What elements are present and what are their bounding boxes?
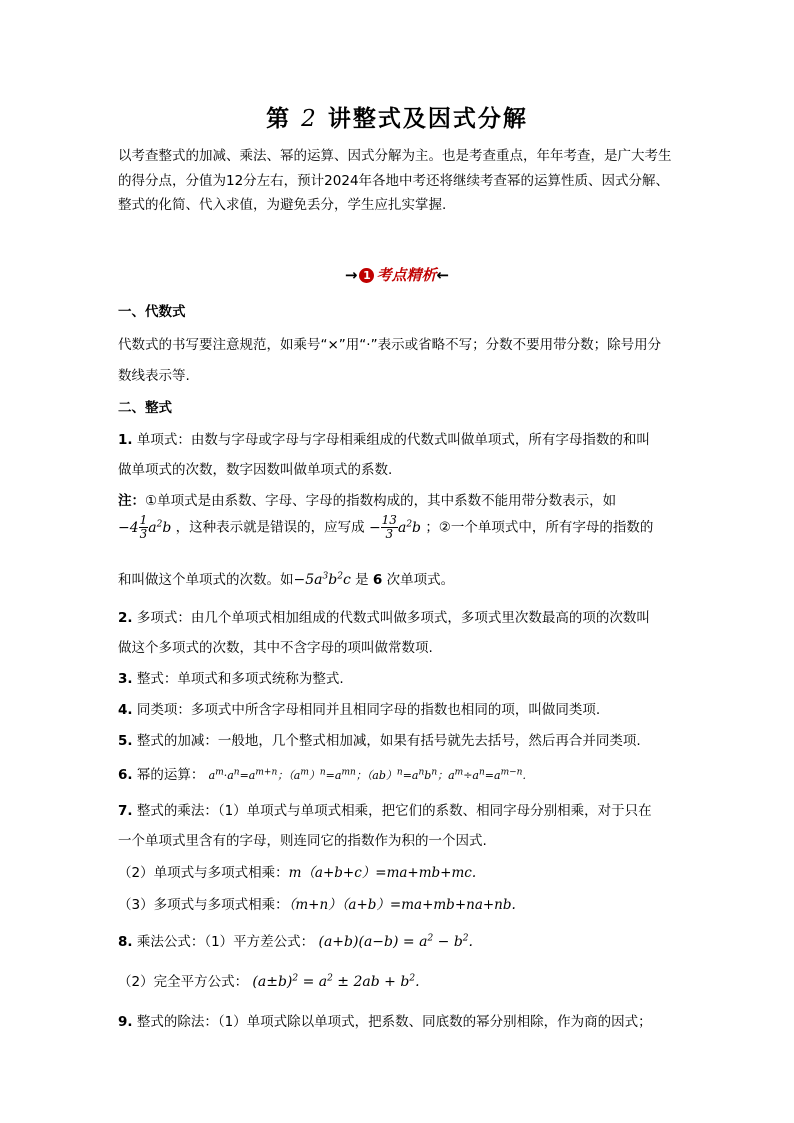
list-item: 7. 整式的乘法：（1）单项式与单项式相乘，把它们的系数、相同字母分别相乘，对于只在 (118, 803, 652, 819)
paragraph-line: 数线表示等. (118, 368, 190, 384)
list-item: 4. 同类项：多项式中所含字母相同并且相同字母的指数也相同的项，叫做同类项. (118, 702, 601, 718)
sub-item: （2）完全平方公式： $(a\pm b)^2 = a^2 \pm 2ab + b^2$. (118, 973, 420, 990)
formula: $a^m\cdot a^n=a^{m+n}$；$(a^m)^n=a^{mn}$；$(ab)^n=a^nb^n$；$a^m\div a^n=a^{m-n}$. (208, 767, 526, 782)
formula: （m+n）（a+b）=ma+mb+na+nb. (288, 897, 516, 913)
note-line: 注：①单项式是由系数、字母、字母的指数构成的，其中系数不能用带分数表示，如 (118, 493, 617, 509)
formula: $(a+b)(a-b) = a^2 - b^2$. (318, 933, 473, 950)
formula: m（a+b+c）=ma+mb+mc. (288, 865, 477, 881)
intro-paragraph: 以考查整式的加减、乘法、幂的运算、因式分解为主。也是考查重点，年年考查，是广大考生的得分点，分值为12分左右，预计2024年各地中考还将继续考查幂的运算性质、因式分解、整式的化简、代入求值，为避免丢分，学生应扎实掌握. (118, 148, 672, 213)
paragraph-line: 做单项式的次数，数字因数叫做单项式的系数. (118, 462, 393, 478)
left-arrow-icon: ← (436, 266, 450, 284)
note-line: 和叫做这个单项式的次数。如$-5a^3b^2c$ 是 6 次单项式。 (118, 571, 455, 588)
heading-algebraic-expression: 一、代数式 (118, 304, 186, 320)
list-item: 9. 整式的除法：（1）单项式除以单项式，把系数、同底数的幂分别相除，作为商的因式； (118, 1014, 652, 1030)
formula: − $\frac{13}{3}$ $a^2b$ (368, 513, 422, 541)
formula: −4 $\frac{1}{3}$ $a^2b$ (118, 513, 172, 541)
sub-item: （2）单项式与多项式相乘：m（a+b+c）=ma+mb+mc. (118, 865, 477, 881)
sub-item: （3）多项式与多项式相乘：（m+n）（a+b）=ma+mb+na+nb. (118, 897, 516, 913)
section-label: 考点精析 (376, 266, 437, 284)
formula: $(a\pm b)^2 = a^2 \pm 2ab + b^2$. (252, 973, 420, 990)
note-line: −4 $\frac{1}{3}$ $a^2b$ ，这种表示就是错误的，应写成 − $\frac{13}{3}$ $a^2b$ ；②一个单项式中，所有字母的指数的 (118, 513, 654, 541)
paragraph-line: 代数式的书写要注意规范，如乘号“×”用“·”表示或省略不写；分数不要用带分数；除号用分 (118, 337, 662, 353)
right-arrow-icon: → (344, 266, 358, 284)
page-title: 第 2 讲整式及因式分解 (266, 106, 528, 132)
number-bullet-icon: 1 (359, 268, 374, 283)
list-item: 6. 幂的运算： $a^m\cdot a^n=a^{m+n}$；$(a^m)^n=a^{mn}$；$(ab)^n=a^nb^n$；$a^m\div a^n=a^{m-n}$. (118, 767, 526, 783)
formula: $-5a^3b^2c$ (293, 571, 351, 588)
list-item: 1. 单项式：由数与字母或字母与字母相乘组成的代数式叫做单项式，所有字母指数的和叫 (118, 432, 650, 448)
list-item: 5. 整式的加减：一般地，几个整式相加减，如果有括号就先去括号，然后再合并同类项. (118, 733, 641, 749)
heading-integral-expression: 二、整式 (118, 400, 172, 416)
list-item: 8. 乘法公式：（1）平方差公式： $(a+b)(a-b) = a^2 - b^2$. (118, 933, 473, 950)
section-heading (308, 264, 486, 285)
paragraph-line: 一个单项式里含有的字母，则连同它的指数作为积的一个因式. (118, 833, 487, 849)
list-item: 3. 整式：单项式和多项式统称为整式. (118, 671, 344, 687)
list-item: 2. 多项式：由几个单项式相加组成的代数式叫做多项式，多项式里次数最高的项的次数叫 (118, 610, 650, 626)
lecture-number: 2 (301, 106, 318, 132)
paragraph-line: 做这个多项式的次数，其中不含字母的项叫做常数项. (118, 640, 433, 656)
